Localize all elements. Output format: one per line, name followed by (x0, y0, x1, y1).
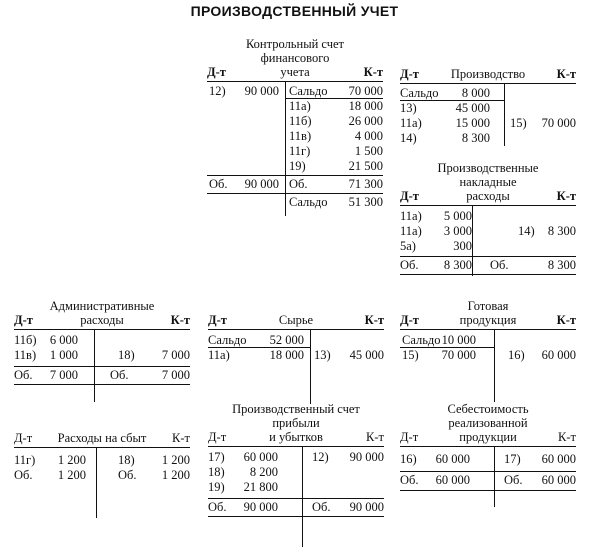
account-header (400, 313, 576, 330)
account-header (400, 67, 576, 84)
debit-label: Д-т (208, 430, 227, 444)
account-body (400, 447, 576, 507)
credit-entry: 15) 70 000 (510, 116, 576, 130)
debit-entry: 16) 60 000 17) 60 000 (400, 452, 576, 466)
debit-entry: 19) 21 800 (208, 480, 278, 494)
account-body (400, 206, 576, 276)
account-body (400, 330, 576, 402)
credit-entry: 19) 21 500 (289, 159, 383, 173)
turnover-row: Об. 90 000 Об. 90 000 (208, 500, 384, 514)
t-account-production (400, 67, 576, 146)
debit-entry: 13) 45 000 (400, 101, 490, 115)
account-title: Административные (49, 299, 155, 313)
debit-label: Д-т (14, 313, 33, 327)
t-account-finished-goods (400, 299, 576, 402)
turnover-row: Об. 8 300 Об. 8 300 (400, 258, 576, 272)
credit-balance: Сальдо 70 000 (289, 84, 383, 98)
credit-label: К-т (172, 431, 190, 445)
turnover-line (208, 498, 384, 499)
credit-label: К-т (364, 313, 384, 327)
debit-entry: 11б) 6 000 (14, 333, 78, 347)
debit-label: Д-т (400, 67, 419, 81)
debit-entry: 11а) 5 000 (400, 209, 472, 223)
turnover-line (14, 384, 190, 385)
account-name: расходы (80, 313, 124, 327)
account-header (208, 313, 384, 330)
account-name: продукции (459, 430, 517, 444)
debit-entry: 11а) 15 000 (400, 116, 490, 130)
debit-entry: 5а) 300 (400, 239, 472, 253)
debit-entry: 11в) 1 000 (14, 348, 78, 362)
credit-entry: 11а) 18 000 (289, 99, 383, 113)
account-name: продукция (459, 313, 517, 327)
account-name: учета (280, 65, 310, 79)
account-title: Контрольный счет финансового (245, 37, 345, 65)
t-account-raw-materials (208, 313, 384, 404)
credit-entry: 11г) 1 500 (289, 144, 383, 158)
t-account-selling-expenses (14, 431, 190, 518)
debit-entry: 14) 8 300 (400, 131, 490, 145)
account-title: Производственные накладные (437, 161, 539, 189)
turnover-line (400, 256, 576, 257)
account-title: Производственный счет прибыли (232, 402, 360, 430)
debit-entry: 15) 70 000 16) 60 000 (402, 348, 576, 362)
debit-label: Д-т (207, 65, 226, 79)
account-header (14, 313, 190, 330)
turnover-line (400, 490, 576, 491)
t-account-overhead (400, 161, 576, 276)
account-header (400, 430, 576, 447)
turnover-row: Об. 1 200 Об. 1 200 (14, 468, 190, 482)
account-header (14, 431, 190, 448)
account-body (208, 330, 384, 404)
turnover-row: Об. 90 000 Об. 71 300 (209, 177, 383, 191)
account-body (400, 84, 576, 146)
account-body (207, 82, 383, 214)
t-account-cogs (400, 402, 576, 507)
debit-entry: 11а) 3 000 (400, 224, 472, 238)
turnover-row: Об. 7 000 Об. 7 000 (14, 368, 190, 382)
account-title: Готовая (467, 299, 509, 313)
debit-label: Д-т (14, 431, 33, 445)
credit-label: К-т (366, 430, 384, 444)
account-name: Производство (450, 67, 526, 81)
credit-entry: 14) 8 300 (518, 224, 576, 238)
account-name: и убытков (269, 430, 323, 444)
credit-entry: 11в) 4 000 (289, 129, 383, 143)
account-name: Расходы на сбыт (57, 431, 147, 445)
account-header (208, 430, 384, 447)
credit-label: К-т (170, 313, 190, 327)
turnover-line (400, 471, 576, 472)
opening-balance: Сальдо 8 000 (400, 86, 490, 100)
closing-balance: Сальдо 51 300 (289, 195, 383, 209)
account-body (14, 330, 190, 402)
debit-label: Д-т (400, 189, 419, 203)
turnover-line (14, 366, 190, 367)
account-title: Себестоимость реализованной (447, 402, 529, 430)
credit-label: К-т (556, 67, 576, 81)
account-body (14, 448, 190, 518)
account-body (208, 447, 384, 547)
debit-label: Д-т (208, 313, 227, 327)
credit-entry: 18) 7 000 (118, 348, 190, 362)
t-account-production-pl (208, 402, 384, 547)
turnover-row: Об. 60 000 Об. 60 000 (400, 473, 576, 487)
account-name: расходы (466, 189, 510, 203)
debit-entry: 11а) 18 000 13) 45 000 (208, 348, 384, 362)
debit-entry: 18) 8 200 (208, 465, 278, 479)
credit-entry: 11б) 26 000 (289, 114, 383, 128)
debit-entry: 11г) 1 200 18) 1 200 (14, 453, 190, 467)
turnover-line (400, 274, 576, 275)
t-account-control (207, 37, 383, 214)
turnover-line (208, 516, 384, 517)
debit-entry: 12) 90 000 (209, 84, 279, 98)
credit-label: К-т (556, 189, 576, 203)
turnover-line (207, 193, 383, 194)
opening-balance: Сальдо 10 000 (402, 333, 476, 347)
account-header (207, 65, 383, 82)
page-title: ПРОИЗВОДСТВЕННЫЙ УЧЕТ (190, 3, 399, 19)
debit-label: Д-т (400, 313, 419, 327)
debit-label: Д-т (400, 430, 419, 444)
debit-entry: 17) 60 000 12) 90 000 (208, 450, 384, 464)
credit-label: К-т (363, 65, 383, 79)
t-account-admin (14, 299, 190, 402)
turnover-line (207, 175, 383, 176)
account-header (400, 189, 576, 206)
credit-label: К-т (558, 430, 576, 444)
account-name: Сырье (278, 313, 314, 327)
opening-balance: Сальдо 52 000 (208, 333, 304, 347)
credit-label: К-т (556, 313, 576, 327)
